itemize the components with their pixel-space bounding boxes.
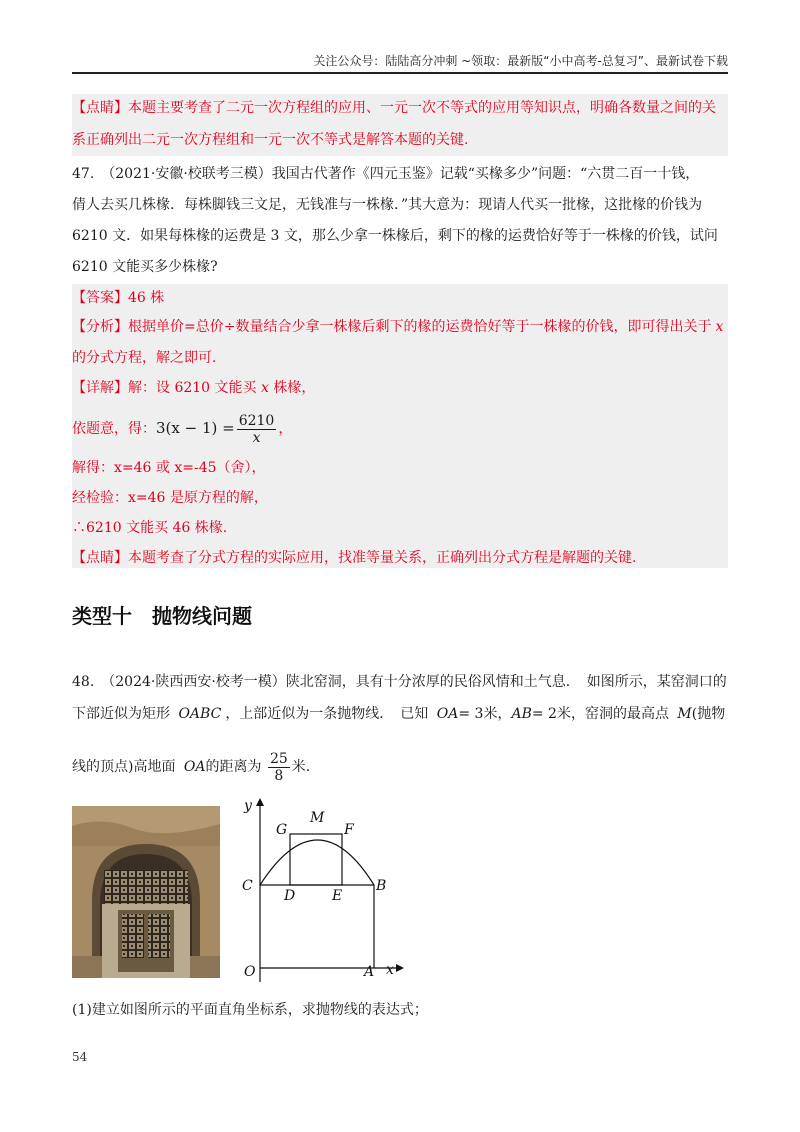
comment-tag: 【点睛】: [72, 100, 128, 116]
page-number: 54: [72, 1050, 88, 1064]
detail-tag: 【详解】: [72, 380, 128, 396]
eq-left: 3(x − 1) =: [156, 419, 235, 437]
q47-analysis-line1: [72, 317, 723, 337]
header-rule: [72, 72, 728, 74]
parabola-curve: [260, 840, 374, 885]
label-e: E: [332, 888, 343, 904]
q48-math-oabc: OABC: [178, 706, 222, 722]
label-b: B: [376, 878, 387, 894]
q48-fraction: [268, 751, 290, 784]
q47-answer: [72, 288, 164, 308]
comment-text: 本题考查了分式方程的实际应用，找准等量关系，正确列出分式方程是解题的关键.: [128, 550, 637, 566]
q48-math-ab: AB: [511, 706, 532, 722]
q48-math-m: M: [677, 706, 692, 722]
eq-numerator: 6210: [238, 412, 275, 429]
q47-stem-line4: 6210 文能买多少株椽?: [72, 259, 218, 275]
label-a: A: [364, 964, 375, 980]
q47-analysis-line2: 的分式方程，解之即可.: [72, 350, 217, 366]
label-d: D: [284, 888, 296, 904]
q47-detail-line1: [72, 378, 315, 398]
label-g: G: [276, 822, 288, 838]
q48-stem-line1: 48. （2024·陕西西安·校考一模）陕北窑洞，具有十分浓厚的民俗风情和土气息． 如图所示，某窑洞口的: [72, 674, 727, 690]
label-m: M: [310, 810, 325, 826]
y-arrow-icon: [256, 798, 264, 806]
q48-text: = 2米，窑洞的最高点: [531, 706, 669, 722]
q48-text: 线的顶点)高地面: [72, 759, 176, 775]
eq-suffix: ，: [278, 421, 293, 437]
x-arrow-icon: [396, 964, 404, 972]
q48-math-oa: OA: [436, 706, 459, 722]
label-o: O: [244, 964, 256, 980]
q47-check: 经检验：x=46 是原方程的解，: [72, 490, 268, 506]
eq-prefix: 依题意，得：: [72, 421, 156, 437]
comment-text: 本题主要考查了二元一次方程组的应用、一元一次不等式的应用等知识点，明确各数量之间的关: [128, 100, 716, 116]
q48-subquestion-1: (1)建立如图所示的平面直角坐标系，求抛物线的表达式；: [72, 1002, 428, 1018]
eq-denominator: x: [252, 429, 261, 446]
analysis-tag: 【分析】: [72, 319, 128, 335]
label-y: y: [244, 798, 252, 814]
rectangle-gdef: [290, 834, 342, 885]
q48-stem-line3: [72, 746, 310, 788]
q48-text: = 3米，: [458, 706, 512, 722]
q47-comment: [72, 548, 636, 568]
q47-solve: 解得：x=46 或 x=-45（舍），: [72, 460, 266, 476]
eq-fraction: [237, 413, 277, 446]
q48-text: 米.: [291, 759, 311, 775]
answer-tag: 【答案】: [72, 290, 128, 306]
q48-stem-line2: [72, 704, 725, 724]
label-f: F: [344, 822, 354, 838]
q47-stem-line3: 6210 文．如果每株椽的运费是 3 文，那么少拿一株椽后，剩下的椽的运费恰好等于一株椽的价钱，试问: [72, 228, 718, 244]
detail-text-b: 株椽，: [273, 380, 316, 396]
q48-text: ，上部近似为一条抛物线． 已知: [225, 706, 429, 722]
comment-tag: 【点睛】: [72, 550, 128, 566]
label-x: x: [386, 962, 394, 978]
label-c: C: [242, 878, 253, 894]
answer-text: 46 株: [128, 290, 165, 306]
q48-text: (抛物: [691, 706, 726, 722]
frac-denominator: 8: [274, 767, 284, 784]
q47-equation: [72, 408, 292, 449]
q48-text: 下部近似为矩形: [72, 706, 170, 722]
q47-conclusion: ∴6210 文能买 46 株椽.: [72, 520, 228, 536]
frac-numerator: 25: [269, 750, 288, 767]
analysis-text: 根据单价=总价÷数量结合少拿一株椽后剩下的椽的运费恰好等于一株椽的价钱，即可得出关于: [128, 319, 712, 335]
q47-stem-line2: 倩人去买几株椽．每株脚钱三文足，无钱准与一株椽．”其大意为：现请人代买一批椽，这批椽的价钱为: [72, 197, 703, 213]
q48-text: 的距离为: [205, 759, 262, 775]
q46-comment-line2: 系正确列出二元一次方程组和一元一次不等式是解答本题的关键.: [72, 132, 469, 148]
q46-comment-line1: [72, 98, 716, 118]
page-header: 关注公众号：陆陆高分冲刺 ~领取：最新版“小中高考-总复习”、最新试卷下载: [313, 54, 728, 68]
parabola-diagram: [236, 796, 406, 982]
q47-stem-line1: 47. （2021·安徽·校联考三模）我国古代著作《四元玉鉴》记载“买椽多少”问题：“六贯二百一十钱，: [72, 166, 700, 182]
analysis-var: x: [715, 319, 724, 335]
cave-dwelling-photo: [72, 806, 220, 978]
section-heading: 类型十 抛物线问题: [72, 604, 252, 628]
detail-text-a: 解：设 6210 文能买: [128, 380, 257, 396]
q48-math-oa: OA: [183, 759, 206, 775]
detail-var: x: [260, 380, 269, 396]
